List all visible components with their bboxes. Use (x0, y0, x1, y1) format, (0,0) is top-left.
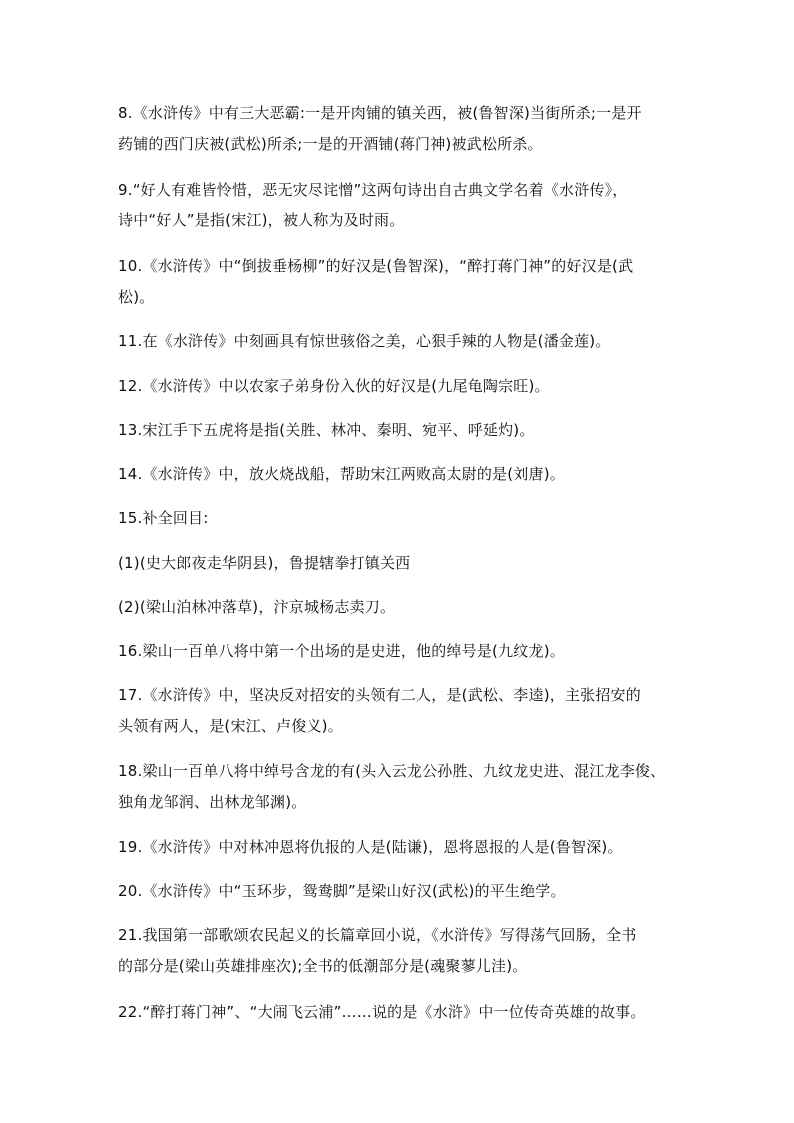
text-line: 16.梁山一百单八将中第一个出场的是史进，他的绰号是(九纹龙)。 (118, 642, 565, 660)
text-line: 9.“好人有难皆怜惜，恶无灾尽诧憎”这两句诗出自古典文学名着《水浒传》， (118, 181, 628, 199)
text-line: 松)。 (118, 288, 155, 306)
text-line: 20.《水浒传》中“玉环步，鸳鸯脚”是梁山好汉(武松)的平生绝学。 (118, 882, 566, 900)
text-line: 独角龙邹润、出林龙邹渊)。 (118, 793, 307, 811)
text-line: 药铺的西门庆被(武松)所杀;一是的开酒铺(蒋门神)被武松所杀。 (118, 135, 543, 153)
text-line: 22.“醉打蒋门神”、“大闹飞云浦”……说的是《水浒》中一位传奇英雄的故事。 (118, 1003, 646, 1021)
text-line: 10.《水浒传》中“倒拔垂杨柳”的好汉是(鲁智深)，“醉打蒋门神”的好汉是(武 (118, 257, 634, 275)
text-line: (2)(梁山泊林冲落草)，汴京城杨志卖刀。 (118, 598, 396, 616)
text-line: 12.《水浒传》中以农家子弟身份入伙的好汉是(九尾龟陶宗旺)。 (118, 377, 550, 395)
text-line: (1)(史大郎夜走华阴县)，鲁提辖拳打镇关西 (118, 554, 411, 572)
text-line: 8.《水浒传》中有三大恶霸:一是开肉铺的镇关西，被(鲁智深)当街所杀;一是开 (118, 104, 642, 122)
text-line: 的部分是(梁山英雄排座次);全书的低潮部分是(魂聚蓼儿洼)。 (118, 957, 528, 975)
text-line: 诗中“好人”是指(宋江)，被人称为及时雨。 (118, 211, 405, 229)
text-line: 14.《水浒传》中，放火烧战船，帮助宋江两败高太尉的是(刘唐)。 (118, 465, 565, 483)
text-line: 15.补全回目: (118, 509, 209, 527)
text-line: 13.宋江手下五虎将是指(关胜、林冲、秦明、宛平、呼延灼)。 (118, 421, 535, 439)
text-line: 11.在《水浒传》中刻画具有惊世骇俗之美，心狠手辣的人物是(潘金莲)。 (118, 332, 611, 350)
text-line: 头领有两人，是(宋江、卢俊义)。 (118, 717, 343, 735)
text-line: 18.梁山一百单八将中绰号含龙的有(头入云龙公孙胜、九纹龙史进、混江龙李俊、 (118, 762, 666, 780)
text-line: 17.《水浒传》中，坚决反对招安的头领有二人，是(武松、李逵)，主张招安的 (118, 686, 641, 704)
text-line: 21.我国第一部歌颂农民起义的长篇章回小说，《水浒传》写得荡气回肠，全书 (118, 926, 637, 944)
text-line: 19.《水浒传》中对林冲恩将仇报的人是(陆谦)，恩将恩报的人是(鲁智深)。 (118, 838, 623, 856)
